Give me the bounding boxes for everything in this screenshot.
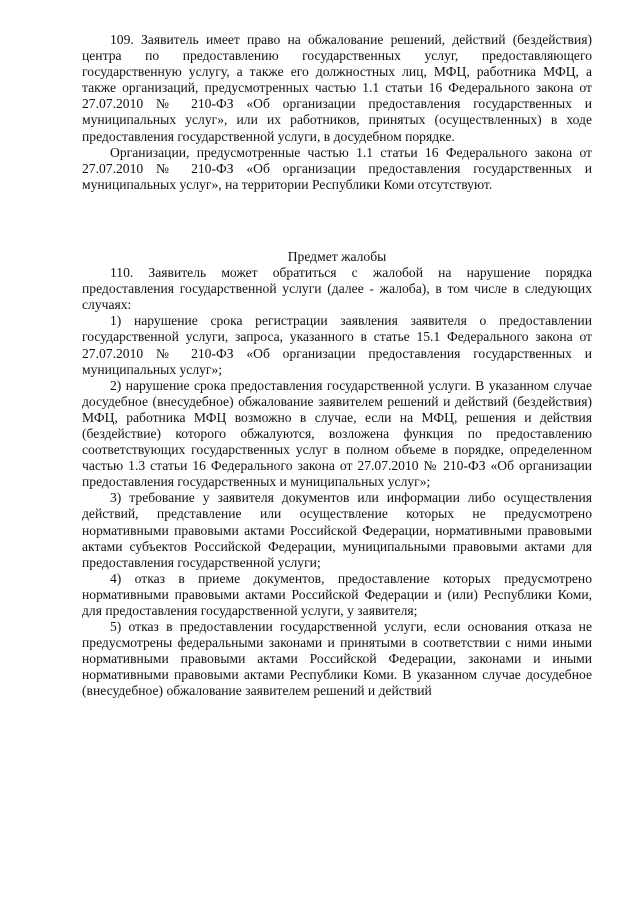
list-item-4: 4) отказ в приеме документов, предоставление которых предусмотрено нормативными правовыми актами Российской Федерации и (или) Республики Коми, для предоставления государственной услуги, у заявителя;	[82, 570, 592, 618]
paragraph-organizations: Организации, предусмотренные частью 1.1 статьи 16 Федерального закона от 27.07.2010 № 210-ФЗ «Об организации предоставления государственных и муниципальных услуг», на территории Республики Коми отсутствуют.	[82, 144, 592, 192]
list-item-5: 5) отказ в предоставлении государственной услуги, если основания отказа не предусмотрены федеральными законами и принятыми в соответствии с ними иными нормативными правовыми актами Российской Федерации, законами и иными нормативными правовыми актами Республики Коми. В указанном случае досудебное (внесудебное) обжалование заявителем решений и действий	[82, 619, 592, 699]
paragraph-110: 110. Заявитель может обратиться с жалобой на нарушение порядка предоставления государственной услуги (далее - жалоба), в том числе в следующих случаях:	[82, 265, 592, 313]
list-item-3: 3) требование у заявителя документов или информации либо осуществления действий, представление или осуществление которых не предусмотрено нормативными правовыми актами Российской Федерации, нормативными правовыми актами субъектов Российской Федерации, муниципальными правовыми актами для предоставления государственной услуги;	[82, 490, 592, 570]
document-page	[82, 32, 592, 700]
paragraph-109: 109. Заявитель имеет право на обжалование решений, действий (бездействия) центра по предоставлению государственных услуг, предоставляющего государственную услугу, а также его должностных лиц, МФЦ, работника МФЦ, а также организаций, предусмотренных частью 1.1 статьи 16 Федерального закона от 27.07.2010 № 210-ФЗ «Об организации предоставления государственных и муниципальных услуг», или их работников, принятых (осуществленных) в ходе предоставления государственной услуги, в досудебном порядке.	[82, 32, 592, 144]
list-item-2: 2) нарушение срока предоставления государственной услуги. В указанном случае досудебное (внесудебное) обжалование заявителем решений и действий (бездействия) МФЦ, работника МФЦ возможно в случае, если на МФЦ, решения и действия (бездействие) которого обжалуются, возложена функция по предоставлению соответствующих государственных услуг в полном объеме в порядке, определенном частью 1.3 статьи 16 Федерального закона от 27.07.2010 № 210-ФЗ «Об организации предоставления государственных и муниципальных услуг»;	[82, 377, 592, 490]
list-item-1: 1) нарушение срока регистрации заявления заявителя о предоставлении государственной услуги, запроса, указанного в статье 15.1 Федерального закона от 27.07.2010 № 210-ФЗ «Об организации предоставления государственных и муниципальных услуг»;	[82, 313, 592, 377]
section-spacer	[82, 193, 592, 249]
section-heading: Предмет жалобы	[287, 248, 387, 264]
